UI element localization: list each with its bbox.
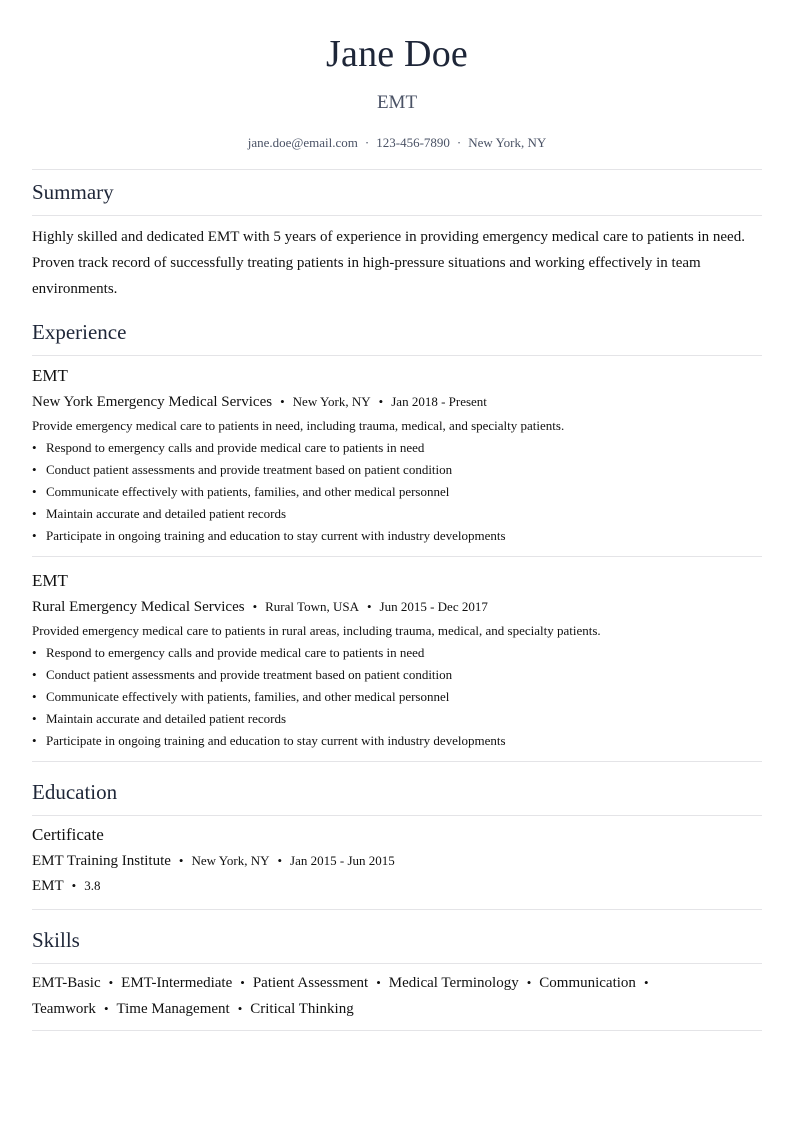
list-item [32, 459, 762, 481]
meta-bullet: • [280, 394, 285, 409]
list-item-text: Participate in ongoing training and education to stay current with industry developments [46, 733, 506, 748]
divider [32, 169, 762, 170]
list-bullet: • [32, 528, 37, 543]
contact-phone: 123-456-7890 [376, 135, 450, 150]
list-bullet: • [32, 645, 37, 660]
job-description: Provided emergency medical care to patients in rural areas, including trauma, medical, and specialty patients. [32, 623, 601, 638]
meta-bullet: • [277, 853, 283, 868]
meta-bullet: • [366, 599, 372, 614]
skill-bullet: • [237, 1001, 243, 1016]
experience-heading: Experience [32, 320, 127, 344]
education-gpa: 3.8 [84, 878, 101, 893]
list-item [32, 437, 762, 459]
divider [32, 355, 762, 356]
list-bullet: • [32, 667, 37, 682]
meta-bullet: • [178, 853, 184, 868]
skill-bullet: • [240, 975, 245, 990]
job-location: New York, NY [292, 394, 371, 409]
list-bullet: • [32, 484, 37, 499]
list-bullet: • [32, 733, 37, 748]
meta-bullet: • [252, 599, 258, 614]
education-degree: Certificate [32, 825, 104, 844]
skill-bullet: • [643, 975, 649, 990]
list-item [32, 642, 762, 664]
summary-text: Highly skilled and dedicated EMT with 5 years of experience in providing emergency medical care to patients in need. Proven track record of successfully treating patients in high-pressure situations and working effectively in team environments. [32, 229, 745, 297]
education-field: EMT [32, 878, 64, 894]
education-field-row [32, 875, 762, 897]
skill-item: Teamwork [32, 1001, 96, 1017]
job-company: New York Emergency Medical Services [32, 394, 273, 410]
meta-bullet: • [378, 394, 384, 409]
job-bullets [32, 437, 762, 547]
contact-separator: · [456, 135, 462, 150]
list-item-text: Respond to emergency calls and provide medical care to patients in need [46, 645, 425, 660]
skill-item: EMT-Intermediate [121, 975, 233, 991]
education-school: EMT Training Institute [32, 853, 171, 869]
skill-bullet: • [103, 1001, 109, 1016]
summary-heading: Summary [32, 180, 114, 204]
job-meta [32, 391, 762, 415]
experience-entry [32, 365, 762, 547]
list-item [32, 686, 762, 708]
list-bullet: • [32, 506, 37, 521]
job-role: EMT [32, 571, 68, 590]
skills-heading: Skills [32, 928, 80, 952]
experience-entry [32, 570, 762, 752]
contact-separator: · [364, 135, 370, 150]
candidate-name: Jane Doe [326, 33, 468, 75]
skill-item: Time Management [116, 1001, 230, 1017]
list-item [32, 481, 762, 503]
skill-bullet: • [108, 975, 114, 990]
skill-item: Communication [539, 975, 636, 991]
education-location: New York, NY [191, 853, 270, 868]
job-role: EMT [32, 366, 68, 385]
list-bullet: • [32, 711, 37, 726]
job-location: Rural Town, USA [265, 599, 359, 614]
job-dates: Jun 2015 - Dec 2017 [379, 599, 488, 614]
contact-line [32, 135, 762, 151]
list-item-text: Conduct patient assessments and provide treatment based on patient condition [46, 462, 453, 477]
divider [32, 815, 762, 816]
list-item [32, 525, 762, 547]
contact-email: jane.doe@email.com [247, 135, 358, 150]
list-bullet: • [32, 689, 37, 704]
job-company: Rural Emergency Medical Services [32, 599, 245, 615]
skill-item: Critical Thinking [250, 1001, 354, 1017]
divider [32, 963, 762, 964]
list-item-text: Respond to emergency calls and provide medical care to patients in need [46, 440, 425, 455]
skill-item: Medical Terminology [388, 975, 519, 991]
skill-item: EMT-Basic [32, 975, 101, 991]
education-entry [32, 824, 762, 897]
skill-item: Patient Assessment [252, 975, 369, 991]
divider [32, 215, 762, 216]
list-bullet: • [32, 440, 37, 455]
education-heading: Education [32, 780, 118, 804]
list-item [32, 503, 762, 525]
education-dates: Jan 2015 - Jun 2015 [290, 853, 395, 868]
list-item-text: Communicate effectively with patients, families, and other medical personnel [46, 484, 450, 499]
divider [32, 909, 762, 910]
list-item-text: Communicate effectively with patients, families, and other medical personnel [46, 689, 450, 704]
skill-bullet: • [526, 975, 532, 990]
list-bullet: • [32, 462, 37, 477]
candidate-title: EMT [376, 92, 418, 113]
list-item-text: Maintain accurate and detailed patient records [46, 711, 287, 726]
skills-list [32, 970, 762, 1022]
education-meta [32, 850, 762, 875]
contact-location: New York, NY [468, 135, 547, 150]
divider [32, 761, 762, 762]
list-item-text: Maintain accurate and detailed patient records [46, 506, 287, 521]
list-item [32, 664, 762, 686]
job-bullets [32, 642, 762, 752]
meta-bullet: • [71, 878, 77, 893]
list-item [32, 730, 762, 752]
job-dates: Jan 2018 - Present [391, 394, 487, 409]
list-item [32, 708, 762, 730]
divider [32, 556, 762, 557]
skill-bullet: • [376, 975, 381, 990]
job-description: Provide emergency medical care to patients in need, including trauma, medical, and specialty patients. [32, 418, 565, 433]
job-meta [32, 596, 762, 620]
divider [32, 1030, 762, 1031]
list-item-text: Participate in ongoing training and education to stay current with industry developments [46, 528, 506, 543]
list-item-text: Conduct patient assessments and provide treatment based on patient condition [46, 667, 453, 682]
